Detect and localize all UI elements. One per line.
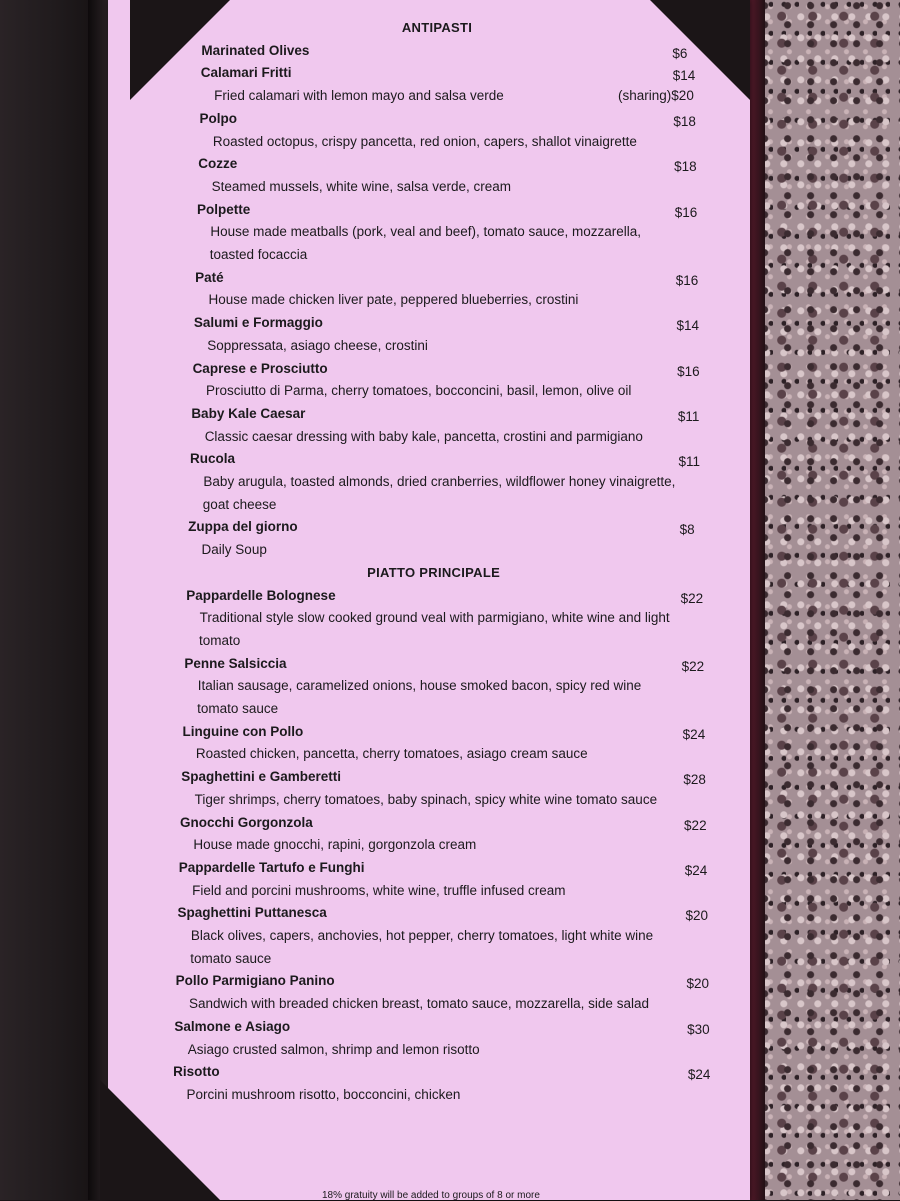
- dish-description: Black olives, capers, anchovies, hot pepper, cherry tomatoes, light white wine: [190, 928, 654, 943]
- dish-name: Pappardelle Tartufo e Funghi: [178, 859, 365, 875]
- dish-name: Polpo: [199, 110, 237, 126]
- dish-description: tomato sauce: [190, 950, 272, 966]
- gratuity-note: 18% gratuity will be added to groups of 8 or more: [322, 1190, 540, 1201]
- dish-description: Porcini mushroom risotto, bocconcini, chicken: [186, 1086, 461, 1102]
- dish-description: House made gnocchi, rapini, gorgonzola cream: [193, 837, 477, 853]
- dish-name: Pappardelle Bolognese: [186, 587, 336, 603]
- dish-description: Traditional style slow cooked ground veal with parmigiano, white wine and light: [199, 610, 670, 626]
- dish-description: Asiago crusted salmon, shrimp and lemon risotto: [187, 1041, 480, 1057]
- dish-name: Spaghettini e Gamberetti: [181, 769, 342, 785]
- dish-description: Tiger shrimps, cherry tomatoes, baby spinach, spicy white wine tomato sauce: [194, 791, 658, 807]
- dish-price: $18: [674, 159, 697, 175]
- dish-name: Marinated Olives: [201, 42, 310, 58]
- dish-name: Pollo Parmigiano Panino: [175, 973, 335, 989]
- dish-description: Italian sausage, caramelized onions, house smoked bacon, spicy red wine: [197, 678, 642, 694]
- dish-description: Sandwich with breaded chicken breast, tomato sauce, mozzarella, side salad: [188, 996, 649, 1012]
- dish-description: Prosciutto di Parma, cherry tomatoes, bocconcini, basil, lemon, olive oil: [205, 383, 632, 399]
- dish-name: Spaghettini Puttanesca: [177, 905, 327, 921]
- dish-description: Soppressata, asiago cheese, crostini: [207, 337, 428, 353]
- dish-description: Field and porcini mushrooms, white wine, truffle infused cream: [192, 882, 566, 898]
- dish-name: Salumi e Formaggio: [193, 315, 323, 331]
- dish-description: tomato: [199, 632, 241, 648]
- dish-price: $24: [684, 862, 708, 878]
- dish-price: $16: [677, 363, 700, 379]
- dish-price: $6: [672, 45, 688, 61]
- dish-name: Cozze: [198, 156, 238, 172]
- dish-price: $11: [678, 454, 701, 470]
- dish-description: House made chicken liver pate, peppered blueberries, crostini: [208, 292, 579, 308]
- dish-name: Gnocchi Gorgonzola: [180, 814, 313, 830]
- dish-price: $8: [679, 522, 695, 538]
- dish-description: Steamed mussels, white wine, salsa verde, cream: [211, 178, 511, 194]
- dish-price: $16: [674, 204, 698, 220]
- dish-description: Fried calamari with lemon mayo and salsa verde: [214, 88, 504, 104]
- dish-description: House made meatballs (pork, veal and beef), tomato sauce, mozzarella,: [210, 224, 642, 240]
- dish-description: goat cheese: [202, 496, 277, 512]
- corner-holder-top-right: [650, 0, 750, 100]
- dish-description: Daily Soup: [201, 542, 267, 558]
- dish-description: toasted focaccia: [209, 247, 308, 262]
- dish-price: $22: [681, 658, 705, 674]
- dish-price: $22: [684, 817, 707, 833]
- dish-name: Penne Salsiccia: [184, 655, 287, 671]
- dish-price: $24: [682, 726, 706, 742]
- dish-name: Salmone e Asiago: [174, 1018, 291, 1034]
- dish-price: $24: [687, 1067, 711, 1083]
- dish-description: Baby arugula, toasted almonds, dried cranberries, wildflower honey vinaigrette,: [203, 474, 676, 489]
- dish-price: $22: [680, 590, 704, 606]
- dish-description: tomato sauce: [197, 701, 279, 716]
- granite-countertop: [760, 0, 900, 1200]
- section-heading: ANTIPASTI: [401, 20, 473, 35]
- dish-price: $28: [683, 772, 706, 788]
- dish-description: Roasted chicken, pancetta, cherry tomatoes, asiago cream sauce: [195, 746, 588, 762]
- dish-name: Calamari Fritti: [200, 65, 292, 81]
- dish-price: $16: [675, 272, 699, 288]
- section-heading: PIATTO PRINCIPALE: [367, 564, 501, 580]
- dish-price: $14: [676, 318, 699, 334]
- dish-price: $20: [686, 976, 709, 992]
- dish-name: Polpette: [196, 201, 251, 217]
- dish-description: Classic caesar dressing with baby kale, pancetta, crostini and parmigiano: [204, 428, 643, 444]
- dish-name: Caprese e Prosciutto: [192, 360, 328, 376]
- dish-price: $18: [673, 113, 696, 129]
- dish-price: $20: [685, 908, 708, 924]
- dish-price: $14: [672, 68, 696, 84]
- dish-name: Rucola: [190, 451, 236, 467]
- dish-name: Paté: [195, 269, 224, 285]
- dish-price: $30: [687, 1021, 710, 1037]
- dish-price-sharing: (sharing)$20: [618, 88, 694, 104]
- dish-price: $11: [677, 408, 700, 424]
- dish-name: Risotto: [173, 1064, 220, 1080]
- dish-name: Baby Kale Caesar: [191, 405, 306, 421]
- dish-description: Roasted octopus, crispy pancetta, red onion, capers, shallot vinaigrette: [212, 133, 637, 149]
- dish-name: Zuppa del giorno: [188, 519, 298, 535]
- dish-name: Linguine con Pollo: [182, 723, 304, 739]
